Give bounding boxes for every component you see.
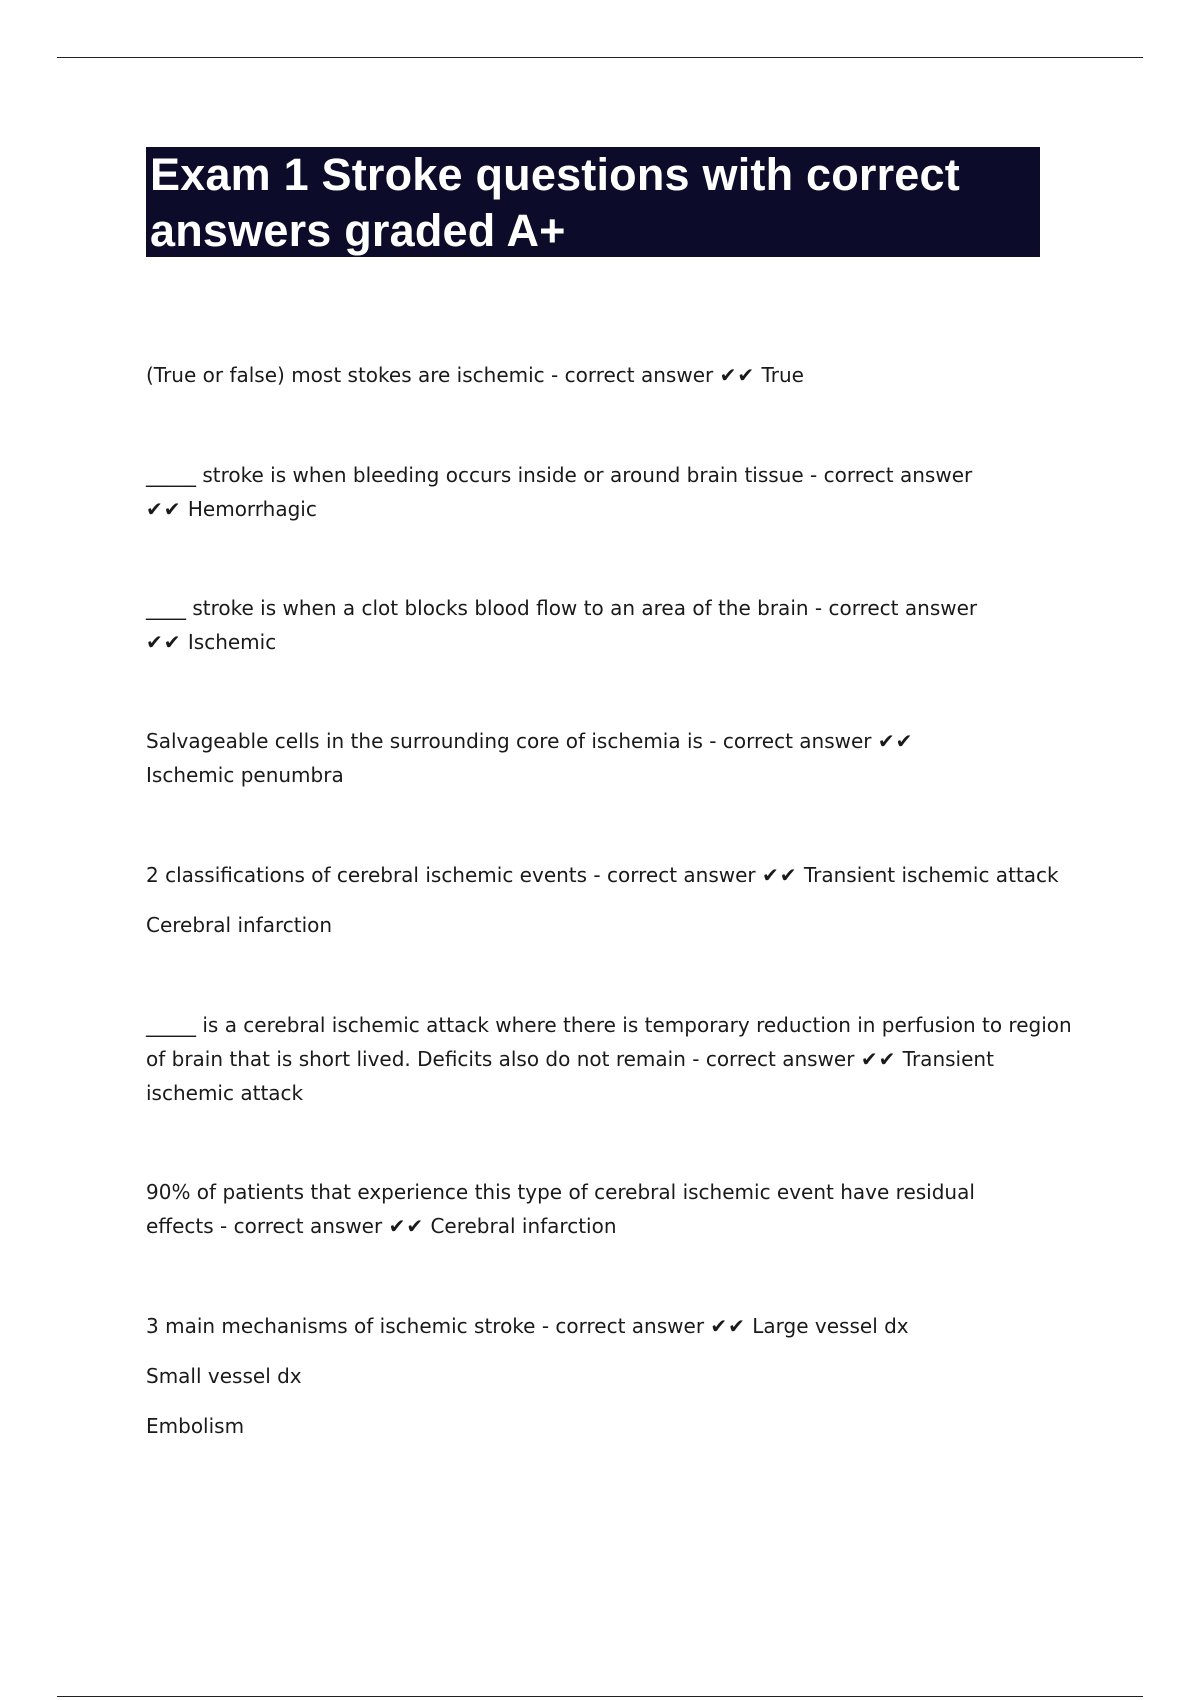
question-text: 2 classifications of cerebral ischemic events bbox=[146, 863, 588, 887]
qa-line bbox=[146, 358, 804, 392]
answer-separator: - correct answer bbox=[808, 596, 978, 620]
question-text: _____ is a cerebral ischemic attack where there is temporary reduction in perfusion to region of brain that is short lived. Deficits also do not remain bbox=[146, 1013, 1072, 1071]
qa-item bbox=[146, 458, 1006, 526]
question-text: (True or false) most stokes are ischemic bbox=[146, 363, 545, 387]
answer-text: Ischemic penumbra bbox=[146, 763, 344, 787]
answer-text: Transient ischemic attack bbox=[146, 1047, 994, 1105]
question-text: 90% of patients that experience this type of cerebral ischemic event have residual effects bbox=[146, 1180, 975, 1238]
answer-text: Hemorrhagic bbox=[181, 497, 317, 521]
checkmark-icon: ✔✔ bbox=[146, 497, 182, 521]
checkmark-icon: ✔✔ bbox=[719, 363, 756, 387]
qa-item bbox=[146, 1175, 1046, 1243]
answer-separator: - correct answer bbox=[685, 1047, 861, 1071]
answer-separator: - correct answer bbox=[544, 363, 720, 387]
answer-separator: - correct answer bbox=[702, 729, 878, 753]
qa-item bbox=[146, 591, 1006, 659]
checkmark-icon: ✔✔ bbox=[762, 863, 798, 887]
qa-line bbox=[146, 458, 1006, 526]
answer-separator: - correct answer bbox=[213, 1214, 389, 1238]
qa-line bbox=[146, 858, 1086, 892]
document-title: Exam 1 Stroke questions with correct answers graded A+ bbox=[150, 149, 960, 256]
question-text: ____ stroke is when a clot blocks blood flow to an area of the brain bbox=[146, 596, 809, 620]
answer-extra-line: Small vessel dx bbox=[146, 1364, 302, 1388]
qa-line bbox=[146, 724, 1006, 792]
question-text: 3 main mechanisms of ischemic stroke bbox=[146, 1314, 536, 1338]
checkmark-icon: ✔✔ bbox=[860, 1047, 897, 1071]
checkmark-icon: ✔✔ bbox=[388, 1214, 425, 1238]
qa-line bbox=[146, 1309, 1086, 1343]
answer-extra-line: Cerebral infarction bbox=[146, 913, 333, 937]
checkmark-icon: ✔✔ bbox=[877, 729, 914, 753]
title-banner bbox=[146, 147, 1040, 257]
answer-extra-line: Embolism bbox=[146, 1414, 245, 1438]
checkmark-icon: ✔✔ bbox=[710, 1314, 746, 1338]
answer-text: True bbox=[755, 363, 804, 387]
qa-item bbox=[146, 858, 1086, 942]
answer-text: Transient ischemic attack bbox=[797, 863, 1059, 887]
answer-text: Large vessel dx bbox=[745, 1314, 909, 1338]
top-rule bbox=[57, 57, 1143, 58]
answer-separator: - correct answer bbox=[803, 463, 973, 487]
qa-line bbox=[146, 1008, 1086, 1110]
answer-separator: - correct answer bbox=[587, 863, 762, 887]
qa-line bbox=[146, 1175, 1046, 1243]
qa-item bbox=[146, 358, 804, 392]
answer-separator: - correct answer bbox=[535, 1314, 711, 1338]
question-text: _____ stroke is when bleeding occurs inside or around brain tissue bbox=[146, 463, 804, 487]
answer-text: Ischemic bbox=[181, 630, 277, 654]
qa-item bbox=[146, 1309, 1086, 1443]
checkmark-icon: ✔✔ bbox=[146, 630, 182, 654]
qa-line bbox=[146, 591, 1006, 659]
answer-text: Cerebral infarction bbox=[424, 1214, 617, 1238]
question-text: Salvageable cells in the surrounding core of ischemia is bbox=[146, 729, 703, 753]
bottom-rule bbox=[57, 1696, 1143, 1697]
qa-item bbox=[146, 724, 1006, 792]
qa-item bbox=[146, 1008, 1086, 1110]
